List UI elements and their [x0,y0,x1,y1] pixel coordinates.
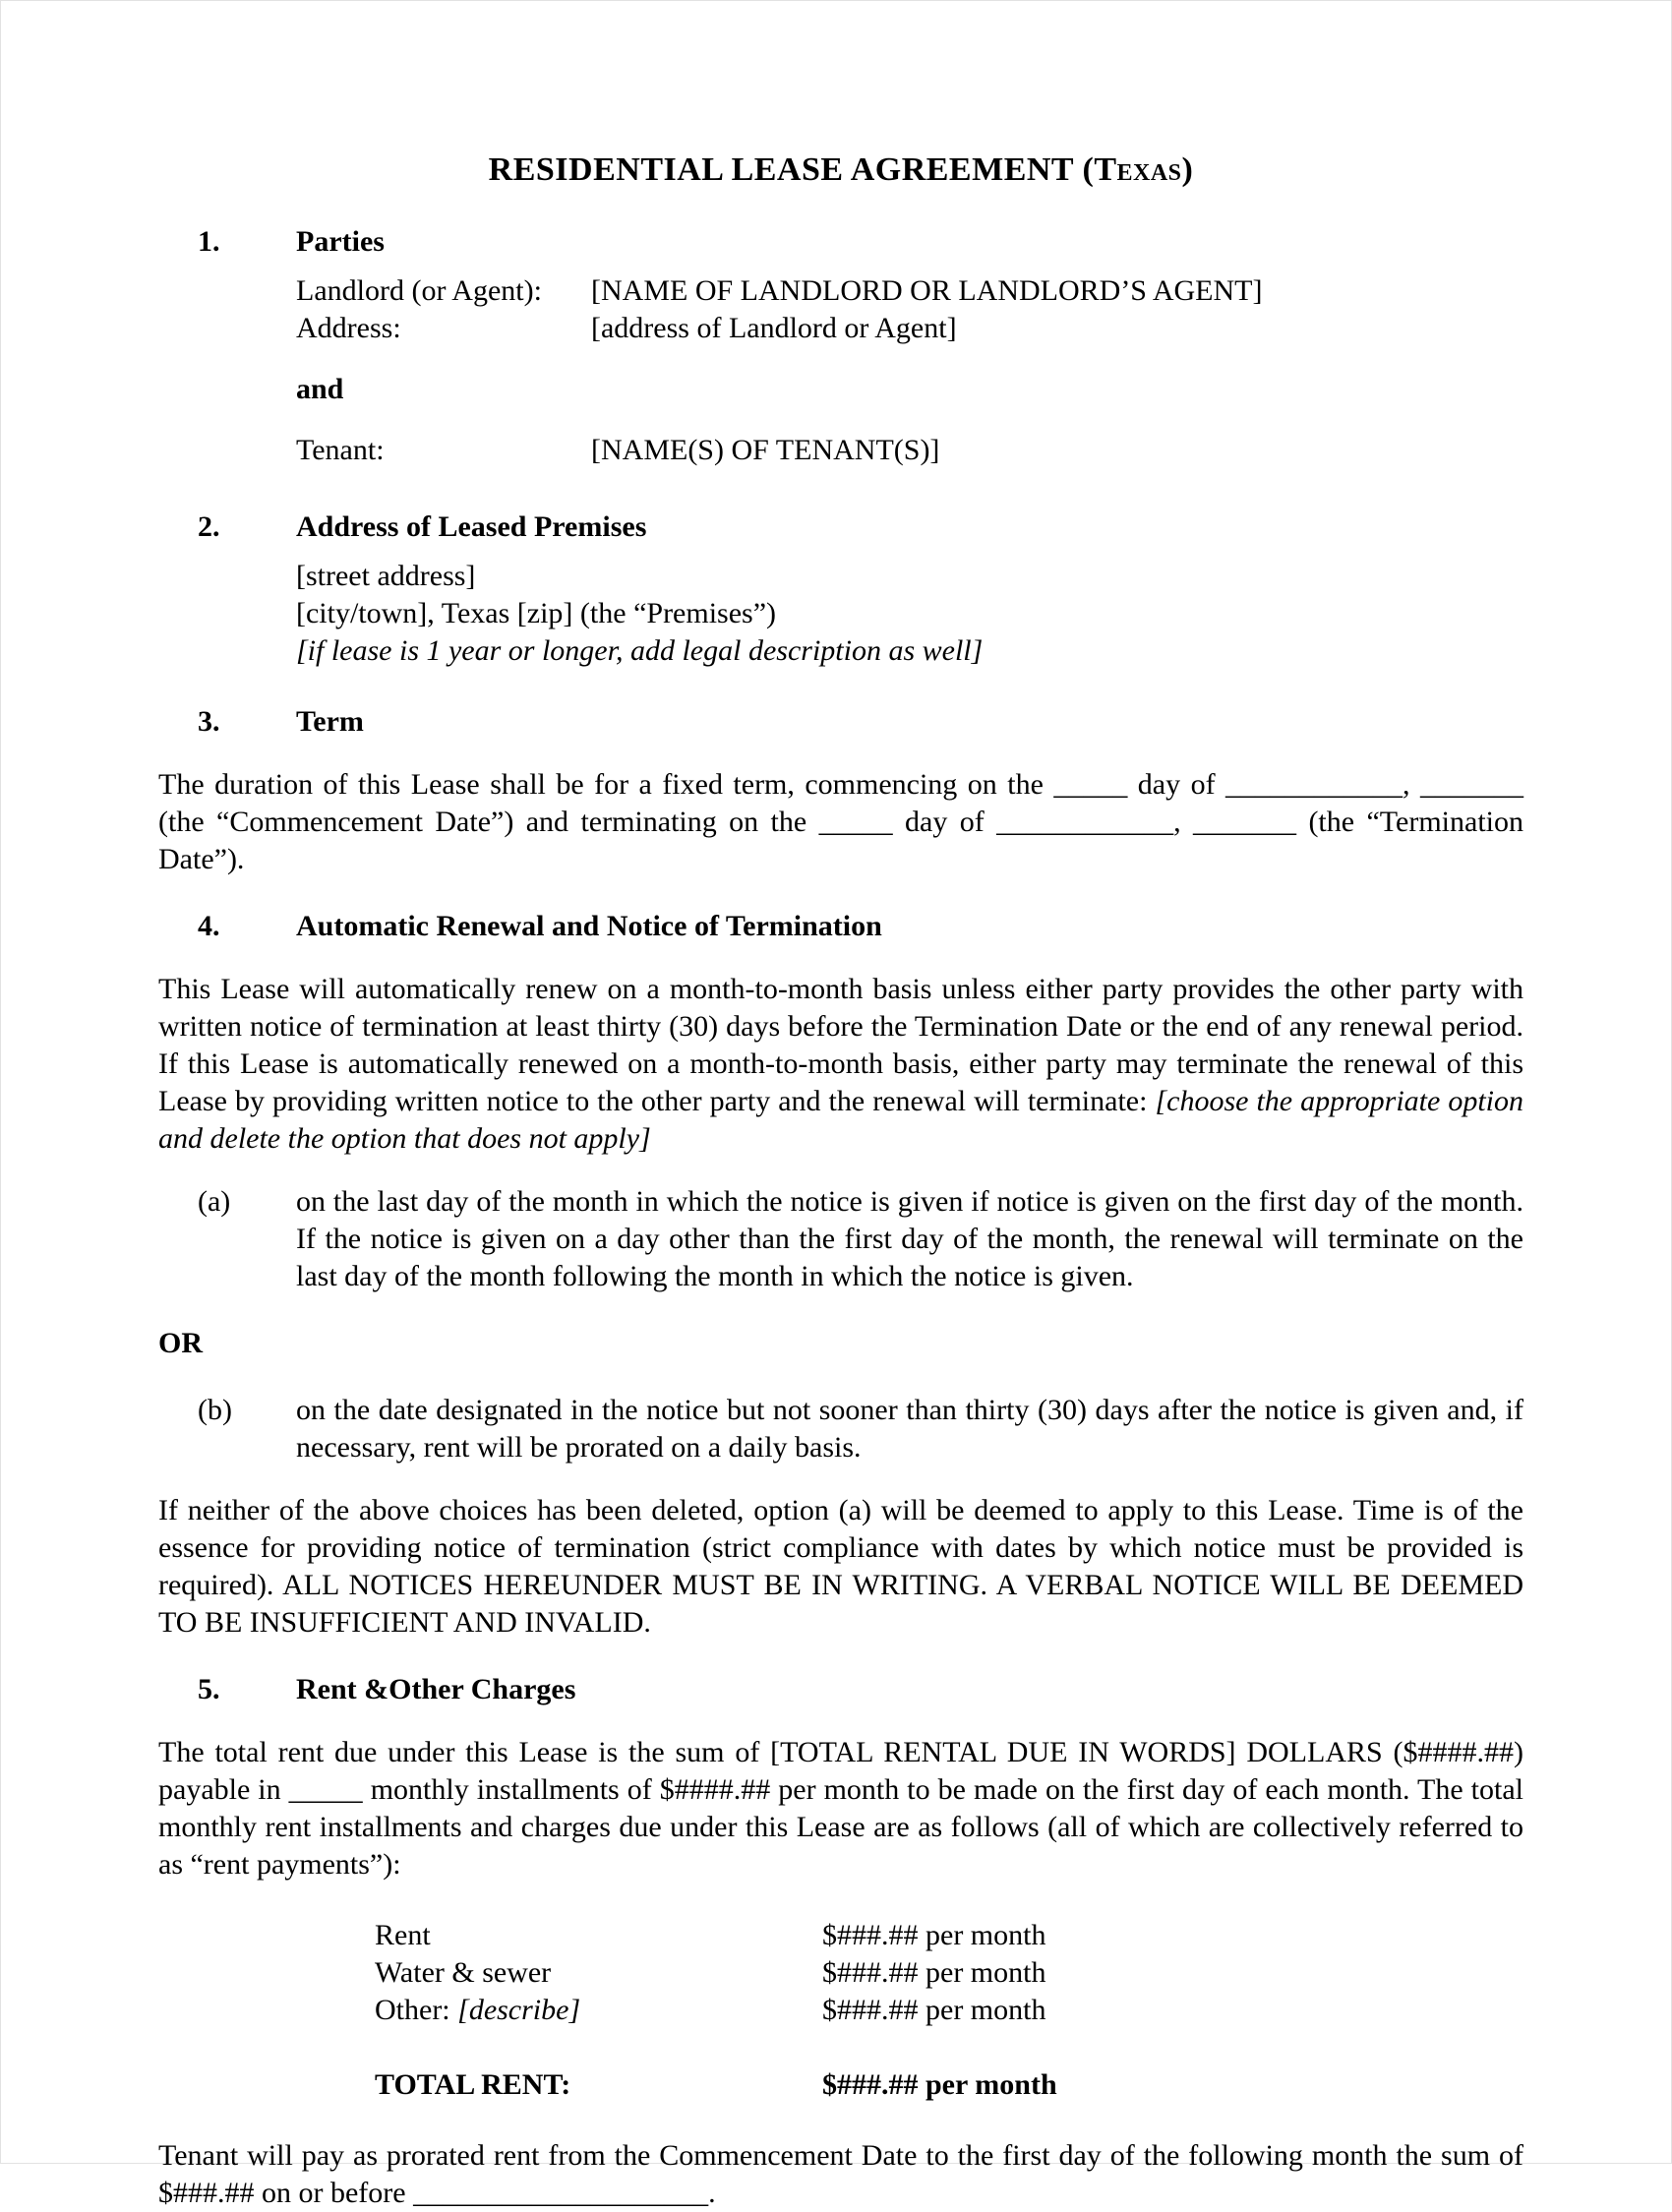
rent-table-total-row [375,2066,1523,2104]
option-b-text: on the date designated in the notice but not sooner than thirty (30) days after the notice is given and, if necessary, rent will be prorated on a daily basis. [296,1394,1523,1464]
landlord-value: [NAME OF LANDLORD OR LANDLORD’S AGENT] [591,274,1263,307]
landlord-row [296,272,1523,310]
total-rent-value: $###.## per month [822,2068,1057,2101]
section-2-heading: Address of Leased Premises [296,510,647,543]
section-4-heading: Automatic Renewal and Notice of Termination [296,910,882,942]
rent-row-label: Rent [375,1919,431,1951]
premises-city-line: [city/town], Texas [zip] (the “Premises”) [296,597,777,629]
title-state: (Texas) [1082,151,1194,188]
option-b-item [158,1392,1523,1466]
tenant-row [296,432,1523,469]
section-5-heading-row [158,1671,1523,1708]
other-row-label [375,1992,822,2029]
section-1-number: 1. [198,225,220,258]
rent-table-row-water-sewer [375,1954,1523,1992]
term-paragraph: The duration of this Lease shall be for a fixed term, commencing on the _____ day of ____________, _______ (the “Commencement Date”) and terminating on the _____ day of ____________, _______ (the “Termination Date”). [158,768,1523,875]
landlord-address-value: [address of Landlord or Agent] [591,312,957,344]
section-3-heading-row [158,703,1523,741]
option-a-text: on the last day of the month in which the notice is given if notice is given on the first day of the month. If the notice is given on a day other than the first day of the month, the renewal will terminate on the last day of the month following the month in which the notice is given. [296,1185,1523,1292]
document-title [158,149,1523,192]
section-5-number: 5. [198,1673,220,1705]
landlord-address-label: Address: [296,312,401,344]
landlord-label: Landlord (or Agent): [296,274,542,307]
rent-table-row-other [375,1992,1523,2029]
prorated-rent-paragraph: Tenant will pay as prorated rent from the Commencement Date to the first day of the following month the sum of $###.## on or before ____________________. [158,2139,1523,2209]
renewal-paragraph-text: This Lease will automatically renew on a month-to-month basis unless either party provides the other party with written notice of termination at least thirty (30) days before the Termination Date or the end of any renewal period. If this Lease is automatically renewed on a month-to-month basis, either party may terminate the renewal of this Lease by providing written notice to the other party and the renewal will terminate: [158,973,1523,1117]
landlord-address-row [296,310,1523,347]
option-a-label: (a) [198,1185,231,1218]
tenant-value: [NAME(S) OF TENANT(S)] [591,434,940,466]
option-b-label: (b) [198,1394,232,1426]
or-separator: OR [158,1327,203,1359]
renewal-footer-paragraph: If neither of the above choices has been deleted, option (a) will be deemed to apply to this Lease. Time is of the essence for providing notice of termination (strict compliance with dates by which notice must be provided is required). ALL NOTICES HEREUNDER MUST BE IN WRITING. A VERBAL NOTICE WILL BE DEEMED TO BE INSUFFICIENT AND INVALID. [158,1494,1523,1639]
rent-row-value: $###.## per month [822,1919,1046,1951]
other-label-text: Other: [375,1994,450,2026]
water-sewer-row-label: Water & sewer [375,1956,552,1989]
tenant-label: Tenant: [296,434,385,466]
section-4-heading-row [158,908,1523,945]
rent-paragraph: The total rent due under this Lease is the sum of [TOTAL RENTAL DUE IN WORDS] DOLLARS ($####.##) payable in _____ monthly installments of $####.## per month to be made on the first day of each month. The total monthly rent installments and charges due under this Lease are as follows (all of which are collectively referred to as “rent payments”): [158,1736,1523,1881]
section-2-heading-row [158,508,1523,546]
renewal-paragraph-note: [choose the appropriate option and delete the option that does not apply] [158,1085,1523,1155]
option-a-item [158,1183,1523,1295]
water-sewer-row-value: $###.## per month [822,1956,1046,1989]
premises-street-address: [street address] [296,560,476,592]
rent-table [375,1917,1523,2104]
section-3-number: 3. [198,705,220,738]
parties-conjunction: and [296,373,344,405]
premises-legal-note: [if lease is 1 year or longer, add legal description as well] [296,634,984,667]
other-row-value: $###.## per month [822,1994,1046,2026]
other-label-note: [describe] [457,1994,581,2026]
section-1-heading: Parties [296,225,385,258]
title-main: RESIDENTIAL LEASE AGREEMENT [488,151,1074,188]
section-3-heading: Term [296,705,364,738]
renewal-paragraph [158,971,1523,1158]
section-2-number: 2. [198,510,220,543]
section-5-heading: Rent &Other Charges [296,1673,576,1705]
rent-table-row-rent [375,1917,1523,1954]
section-1-heading-row [158,223,1523,261]
section-4-number: 4. [198,910,220,942]
total-rent-label: TOTAL RENT: [375,2068,571,2101]
